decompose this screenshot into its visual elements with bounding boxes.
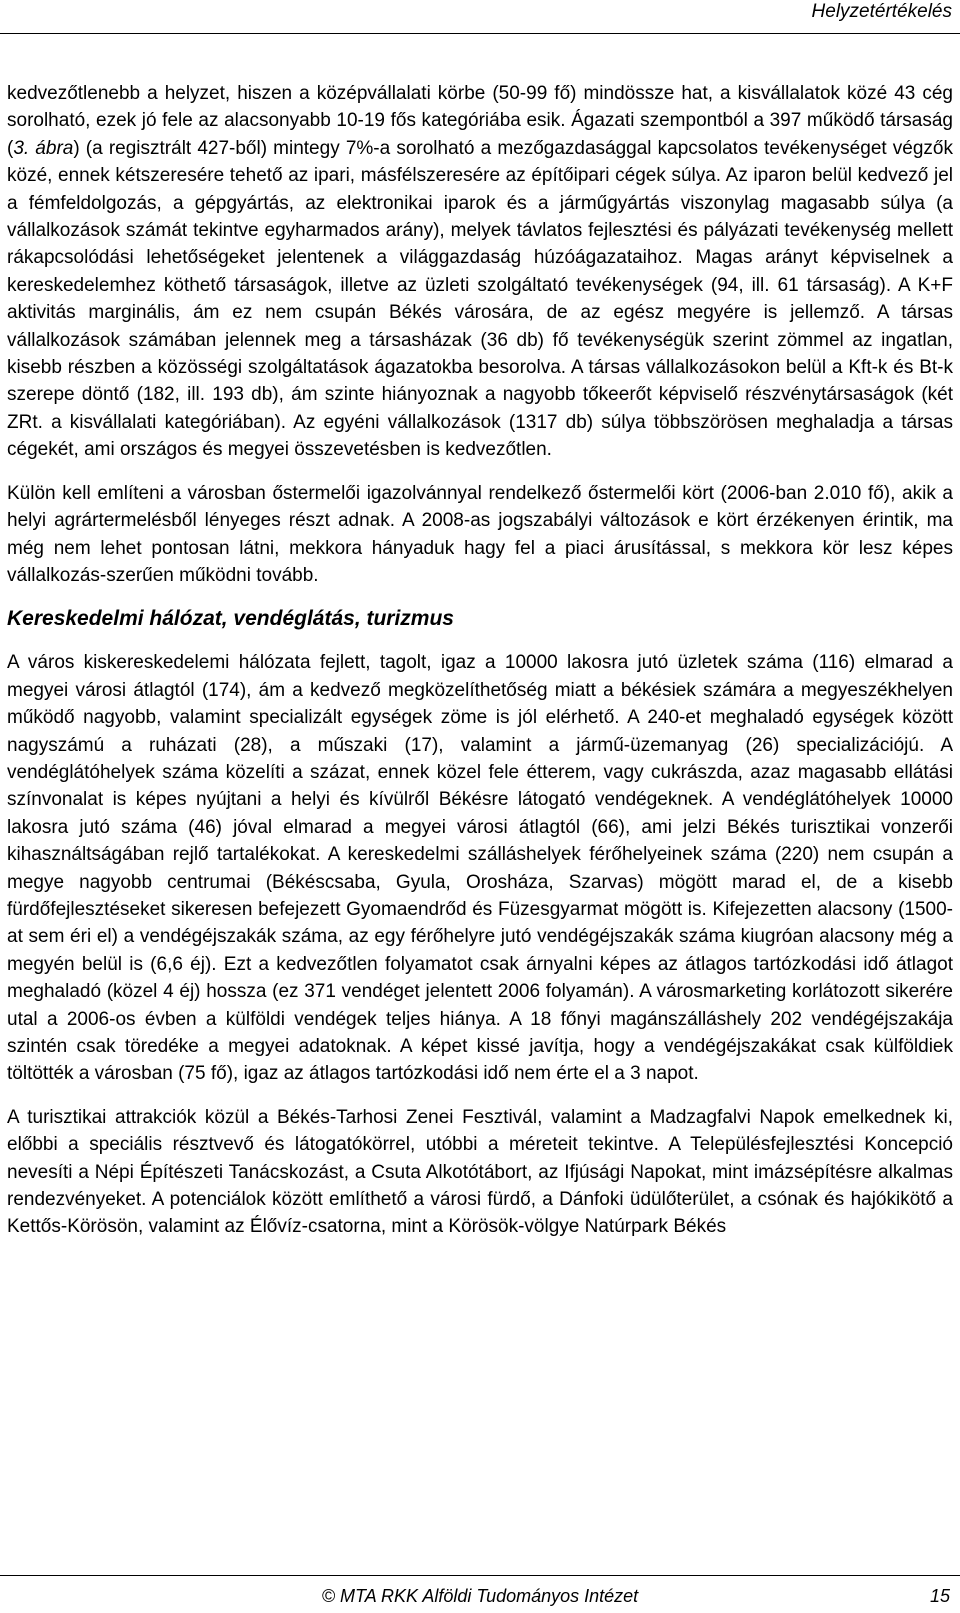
paragraph-3: A város kiskereskedelemi hálózata fejlett, tagolt, igaz a 10000 lakosra jutó üzletek száma (116) elmarad a megyei városi átlagtól (174), ám a kedvező megközelíthetőség miatt a békésiek számára a megyeszékhelyen működő nagyobb, valamint specializált egységek zöme is jól elérhető. A 240-et meghaladó egységek között nagyszámú a ruházati (28), a műszaki (17), valamint a jármű-üzemanyag (26) specializációjú. A vendéglátóhelyek száma közelíti a százat, ennek közel fele étterem, vagy cukrászda, azaz magasabb ellátási színvonalat is képes nyújtani a helyi és kívülről Békésre látogató vendégeknek. A vendéglátóhelyek 10000 lakosra jutó száma (46) jóval elmarad a megyei városi átlagtól (66), ami jelzi Békés turisztikai vonzerői kihasználtságában rejlő tartalékokat. A kereskedelmi szálláshelyek férőhelyeinek száma (220) nem csupán a megye nagyobb centrumai (Békéscsaba, Gyula, Orosháza, Szarvas) mögött marad el, de a kisebb fürdőfejlesztéseket sikeresen befejezett Gyomaendrőd és Füzesgyarmat mögött is. Kifejezetten alacsony (1500-at sem éri el) a vendégéjszakák száma, az egy férőhelyre jutó vendégéjszakák száma kiugróan alacsony még a megyén belül is (6,6 éj). Ezt a kedvezőtlen folyamatot csak árnyalni képes az átlagos tartózkodási idő átlagot meghaladó (közel 4 éj) hossza (ez 371 vendéget jelentett 2006 folyamán). A városmarketing korlátozott sikerére utal a 2006-os évben a külföldi vendégek teljes hiánya. A 18 főnyi magánszálláshely 202 vendégéjszakája szintén csak töredéke a megyei adatoknak. A képet kissé javítja, hogy a vendégéjszakákat csak külföldiek töltötték a városban (75 fő), igaz az átlagos tartózkodási idő nem érte el a 3 napot. [7, 652, 953, 1085]
footer-organization: © MTA RKK Alföldi Tudományos Intézet [321, 1586, 639, 1606]
figure-reference: 3. ábra [13, 137, 74, 159]
paragraph-2: Külön kell említeni a városban őstermelői igazolvánnyal rendelkező őstermelői kört (2006-ban 2.010 fő), akik a helyi agrártermelésből lényeges részt adnak. A 2008-as jogszabályi változások e kört érzékenyen érintik, ma még nem lehet pontosan látni, mekkora hányaduk hagy fel a piaci árusítással, s mekkora kör lesz képes vállalkozás-szerűen működni tovább. [7, 482, 953, 586]
paragraph-1 [7, 80, 953, 464]
running-header-title: Helyzetértékelés [811, 1, 952, 22]
footer-page-number: 15 [929, 1586, 950, 1606]
footer-divider [0, 1575, 960, 1576]
section-heading: Kereskedelmi hálózat, vendéglátás, turizmus [7, 607, 454, 631]
paragraph-4: A turisztikai attrakciók közül a Békés-Tarhosi Zenei Fesztivál, valamint a Madzagfalvi Napok emelkednek ki, előbbi a speciális résztvevő és látogatókörrel, utóbbi a méreteit tekintve. A Településfejlesztési Koncepció nevesíti a Népi Építészeti Tanácskozást, a Csuta Alkotótábort, az Ifjúsági Napokat, mint imázsépítésre alkalmas rendezvényeket. A potenciálok között említhető a városi fürdő, a Dánfoki üdülőterület, a csónak és hajókikötő a Kettős-Körösön, valamint az Élővíz-csatorna, mint a Körösök-völgye Natúrpark Békés [7, 1106, 953, 1238]
document-body [7, 80, 953, 1257]
header-divider [0, 33, 960, 34]
paragraph-1-text-b: ) (a regisztrált 427-ből) mintegy 7%-a sorolható a mezőgazdasággal kapcsolatos tevékenységet végzők közé, ennek kétszeresére tehető az ipari, másfélszeresére az építőipari cégek súlya. Az iparon belül kedvező jel a fémfeldolgozás, a gépgyártás, az elektronikai iparok és a járműgyártás viszonylag magasabb súlya (a vállalkozások számát tekintve egyharmados arány), melyek távlatos fejlesztési és pályázati tevékenység mellett rákapcsolódási lehetőségeket jelentenek a világgazdaság húzóágazataihoz. Magas arányt képviselnek a kereskedelemhez köthető társaságok, illetve az üzleti szolgáltató tevékenységek (94, ill. 61 társaság). A K+F aktivitás marginális, ám ez nem csupán Békés városára, de az egész megyére is jellemző. A társas vállalkozások számában jelennek meg a társasházak (36 db) fő tevékenységük szerint zömmel az ingatlan, kisebb részben a közösségi szolgáltatások ágazatokba besorolva. A társas vállalkozásokon belül a Kft-k és Bt-k szerepe döntő (182, ill. 193 db), ám szinte hiányoznak a nagyobb tőkeerőt képviselő részvénytársaságok (két ZRt. a kisvállalati kategóriában). Az egyéni vállalkozások (1317 db) súlya többszörösen meghaladja a társas cégekét, ami országos és megyei összevetésben is kedvezőtlen. [7, 137, 953, 461]
paragraph-1-text-a: kedvezőtlenebb a helyzet, hiszen a középvállalati körbe (50-99 fő) mindössze hat, a kisvállalatok közé 43 cég sorolható, ezek jó fele az alacsonyabb 10-19 fős kategóriába esik. Ágazati szempontból a 397 működő társaság ( [7, 83, 953, 159]
